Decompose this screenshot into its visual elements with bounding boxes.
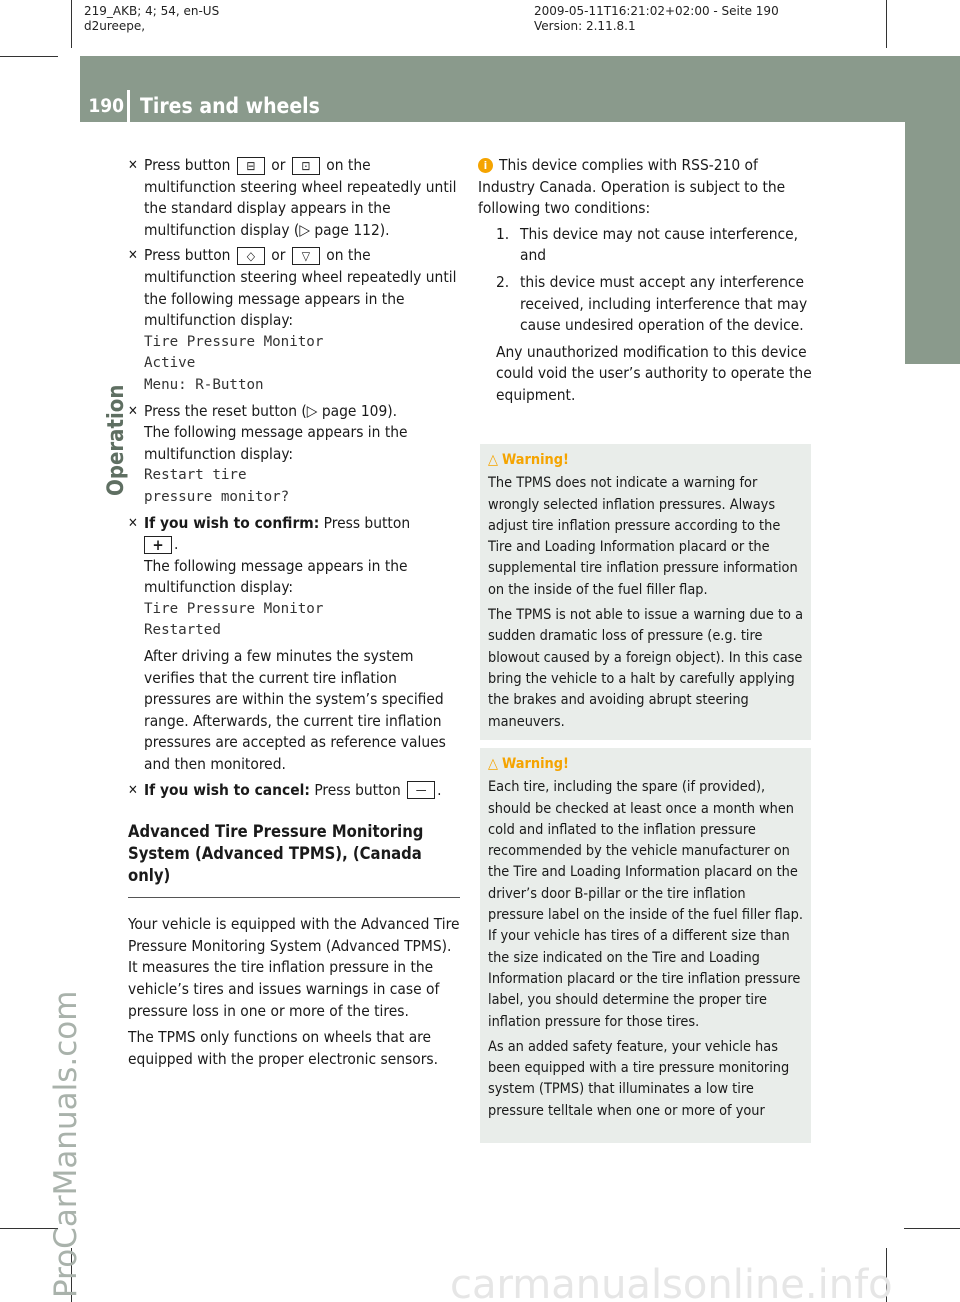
minus-button-icon: — bbox=[407, 781, 435, 799]
warning-triangle-icon: △ bbox=[488, 452, 498, 468]
condition-list bbox=[478, 224, 812, 337]
page-number: 190 bbox=[88, 95, 124, 117]
left-column bbox=[128, 155, 460, 1070]
meta-text: Version: 2.11.8.1 bbox=[534, 19, 636, 33]
crop-mark bbox=[71, 0, 72, 48]
page-header bbox=[80, 56, 905, 122]
warning-text: The TPMS does not indicate a warning for wrongly selected inflation pressures. Always adjust tire inflation pressure according to the Tire and Loading Information placard or the supplemental tire inflation pressure information on the inside of the fuel filler flap. bbox=[488, 475, 798, 598]
crop-mark bbox=[0, 56, 58, 57]
meta-text: 2009-05-11T16:21:02+02:00 - Seite 190 bbox=[534, 4, 779, 18]
meta-text: 219_AKB; 4; 54, en-US bbox=[84, 4, 220, 18]
section-label-text: Operation bbox=[104, 384, 129, 496]
body-paragraph: Your vehicle is equipped with the Advanced Tire Pressure Monitoring System (Advanced TPMS). It measures the tire inflation pressure in the vehicle’s tires and issues warnings in case of pressure loss in one or more of the tires. bbox=[128, 915, 460, 1020]
display-message: Tire Pressure Monitor bbox=[144, 600, 324, 617]
page-reference: ▷ page 109 bbox=[306, 401, 388, 420]
right-column bbox=[478, 155, 812, 407]
warning-text: Each tire, including the spare (if provided), should be checked at least once a month when cold and inflated to the inflation pressure recommended by the vehicle manufacturer on the Tire and Loading Information placard on the driver’s door B-pillar or the tire inflation pressure label on the inside of the fuel filler flap. If your vehicle has tires of a different size than the size indicated on the Tire and Loading Information placard or the tire inflation pressure label, you should determine the proper tire inflation pressure for those tires. bbox=[488, 779, 803, 1030]
instruction-step: ✕ If you wish to confirm: Press button + . The following message appears in the multifunction display: Tire Pressure Monitor Restarted After driving a few minutes the system verifies that the current tire inflation pressures are within the system’s specified range. Afterwards, the current tire inflation pressures are accepted as reference values and then monitored. bbox=[128, 513, 460, 776]
warning-box bbox=[480, 444, 811, 740]
instruction-step: ✕ If you wish to cancel: Press button — . bbox=[128, 780, 460, 802]
step-arrow-icon: ✕ bbox=[128, 782, 138, 798]
display-message: Active bbox=[144, 355, 196, 372]
display-message: Restarted bbox=[144, 622, 221, 639]
page-title: Tires and wheels bbox=[140, 94, 320, 118]
crop-mark bbox=[886, 0, 887, 48]
instruction-step: ✕ Press the reset button (▷ page 109). The following message appears in the multifunction display: Restart tire pressure monitor? bbox=[128, 401, 460, 509]
info-icon: i bbox=[478, 158, 493, 173]
section-tab bbox=[905, 56, 960, 364]
print-meta-right bbox=[534, 4, 779, 34]
warning-text: The TPMS is not able to issue a warning due to a sudden dramatic loss of pressure (e.g. tire blowout caused by a foreign object). In this case bring the vehicle to a halt by carefully applying the brakes and avoiding abrupt steering maneuvers. bbox=[488, 607, 803, 730]
body-paragraph: The TPMS only functions on wheels that are equipped with the proper electronic sensors. bbox=[128, 1028, 439, 1068]
body-paragraph: Any unauthorized modification to this device could void the user’s authority to operate the equipment. bbox=[496, 342, 812, 404]
step-arrow-icon: ✕ bbox=[128, 403, 138, 419]
instruction-step: ✕ Press button ⊟ or ⊡ on the multifunction steering wheel repeatedly until the standard display appears in the multifunction display (▷ page 112). bbox=[128, 156, 457, 239]
list-item: 2. this device must accept any interference received, including interference that may cause undesired operation of the device. bbox=[496, 272, 808, 335]
instruction-step: ✕ Press button ◇ or ▽ on the multifunction steering wheel repeatedly until the following message appears in the multifunction display: Tire Pressure Monitor Active Menu: R-Button bbox=[128, 245, 460, 396]
list-item: 1. This device may not cause interference, and bbox=[496, 224, 799, 265]
display-message: pressure monitor? bbox=[144, 488, 290, 505]
step-arrow-icon: ✕ bbox=[128, 515, 138, 531]
display-button-left-icon: ⊟ bbox=[237, 157, 265, 175]
info-note: i This device complies with RSS-210 of Industry Canada. Operation is subject to the following two conditions: bbox=[478, 156, 786, 218]
footer-site-text: carmanualsonline.info bbox=[450, 1262, 893, 1302]
section-heading: Advanced Tire Pressure Monitoring System (Advanced TPMS), (Canada only) bbox=[128, 822, 424, 886]
display-message: Restart tire bbox=[144, 467, 247, 484]
plus-button-icon: + bbox=[144, 536, 172, 554]
up-button-icon: ◇ bbox=[237, 247, 265, 265]
header-divider bbox=[127, 90, 130, 122]
warning-box bbox=[480, 748, 811, 1143]
print-meta-left bbox=[84, 4, 219, 34]
watermark-text: ProCarManuals.com bbox=[48, 990, 84, 1298]
meta-text: d2ureepe, bbox=[84, 19, 146, 33]
step-arrow-icon: ✕ bbox=[128, 248, 138, 264]
warning-triangle-icon: △ bbox=[488, 756, 498, 772]
page-reference: ▷ page 112 bbox=[299, 220, 380, 239]
display-button-right-icon: ⊡ bbox=[292, 157, 320, 175]
down-button-icon: ▽ bbox=[292, 247, 320, 265]
heading-rule bbox=[128, 897, 460, 898]
step-arrow-icon: ✕ bbox=[128, 158, 138, 173]
footer-watermark bbox=[0, 1130, 960, 1302]
display-message: Tire Pressure Monitor bbox=[144, 333, 324, 350]
warning-heading: △ Warning! bbox=[488, 452, 569, 468]
warning-heading: △ Warning! bbox=[488, 756, 569, 772]
display-message: Menu: R-Button bbox=[144, 376, 264, 393]
warning-text: As an added safety feature, your vehicle has been equipped with a tire pressure monitoring system (TPMS) that illuminates a low tire pressure telltale when one or more of your bbox=[488, 1038, 790, 1119]
